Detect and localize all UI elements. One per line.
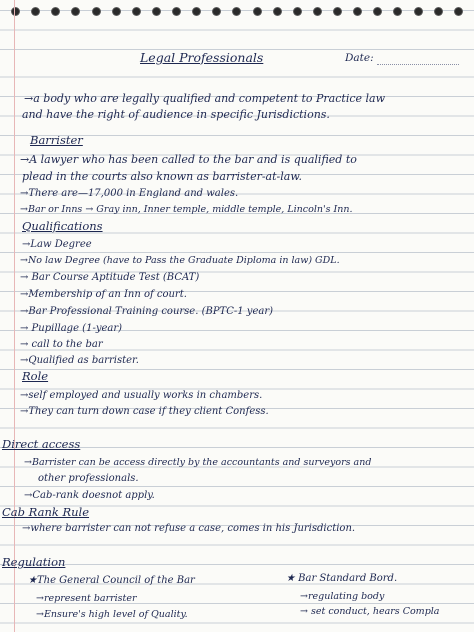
note-line: →Bar Professional Training course. (BPTC-1 year) (20, 306, 274, 317)
binding-hole (314, 8, 321, 15)
note-line: →Qualified as barrister. (20, 355, 139, 366)
binding-hole (72, 8, 79, 15)
binding-hole (415, 8, 422, 15)
date-label: Date: (345, 52, 374, 64)
section-heading-qualifications: Qualifications (22, 219, 103, 233)
note-line: →where barrister can not refuse a case, comes in his Jurisdiction. (22, 523, 356, 534)
date-blank (377, 64, 459, 65)
note-line: →Law Degree (22, 239, 92, 250)
note-line: →Bar or Inns → Gray inn, Inner temple, middle temple, Lincoln's Inn. (20, 204, 353, 215)
binding-hole (334, 8, 341, 15)
binding-hole (374, 8, 381, 15)
binding-hole (435, 8, 442, 15)
note-line: → Bar Course Aptitude Test (BCAT) (20, 272, 200, 283)
binding-hole (394, 8, 401, 15)
note-line: →Membership of an Inn of court. (20, 289, 187, 300)
binding-hole (354, 8, 361, 15)
note-line: ★The General Council of the Bar (28, 575, 195, 586)
binding-hole (455, 8, 462, 15)
note-line: →A lawyer who has been called to the bar and is qualified to (20, 153, 357, 166)
note-line: and have the right of audience in specific Jurisdictions. (22, 108, 330, 121)
note-line: →a body who are legally qualified and competent to Practice law (24, 92, 386, 105)
binding-hole (254, 8, 261, 15)
note-line: →Cab-rank doesnot apply. (24, 490, 155, 501)
note-line: →Barrister can be access directly by the accountants and surveyors and (24, 457, 372, 468)
note-line: →self employed and usually works in chambers. (20, 390, 263, 401)
page-title: Legal Professionals (140, 50, 264, 65)
note-line: plead in the courts also known as barrister-at-law. (22, 170, 302, 183)
binding-hole (32, 8, 39, 15)
note-line: → Pupillage (1-year) (20, 323, 123, 334)
binding-hole (133, 8, 140, 15)
spiral-binding (12, 0, 462, 22)
note-line: →They can turn down case if they client Confess. (20, 406, 269, 417)
binding-hole (294, 8, 301, 15)
note-line: → set conduct, hears Compla (300, 606, 440, 617)
binding-hole (193, 8, 200, 15)
binding-hole (153, 8, 160, 15)
margin-line (14, 0, 15, 632)
binding-hole (213, 8, 220, 15)
binding-hole (93, 8, 100, 15)
section-heading-regulation: Regulation (2, 555, 66, 569)
note-line: →There are—17,000 in England and wales. (20, 188, 239, 199)
note-line: → call to the bar (20, 339, 103, 350)
binding-hole (52, 8, 59, 15)
section-heading-barrister: Barrister (30, 133, 83, 147)
note-line: →Ensure's high level of Quality. (36, 609, 188, 620)
note-line: →regulating body (300, 591, 385, 602)
section-heading-role: Role (22, 369, 49, 383)
note-line: other professionals. (38, 473, 139, 484)
binding-hole (274, 8, 281, 15)
note-line: →No law Degree (have to Pass the Graduate Diploma in law) GDL. (20, 255, 340, 266)
section-heading-cab-rank-rule: Cab Rank Rule (2, 505, 90, 519)
section-heading-direct-access: Direct access (2, 437, 81, 451)
note-line: →represent barrister (36, 593, 137, 604)
note-line: ★ Bar Standard Bord. (286, 573, 398, 584)
binding-hole (173, 8, 180, 15)
binding-hole (233, 8, 240, 15)
binding-hole (113, 8, 120, 15)
